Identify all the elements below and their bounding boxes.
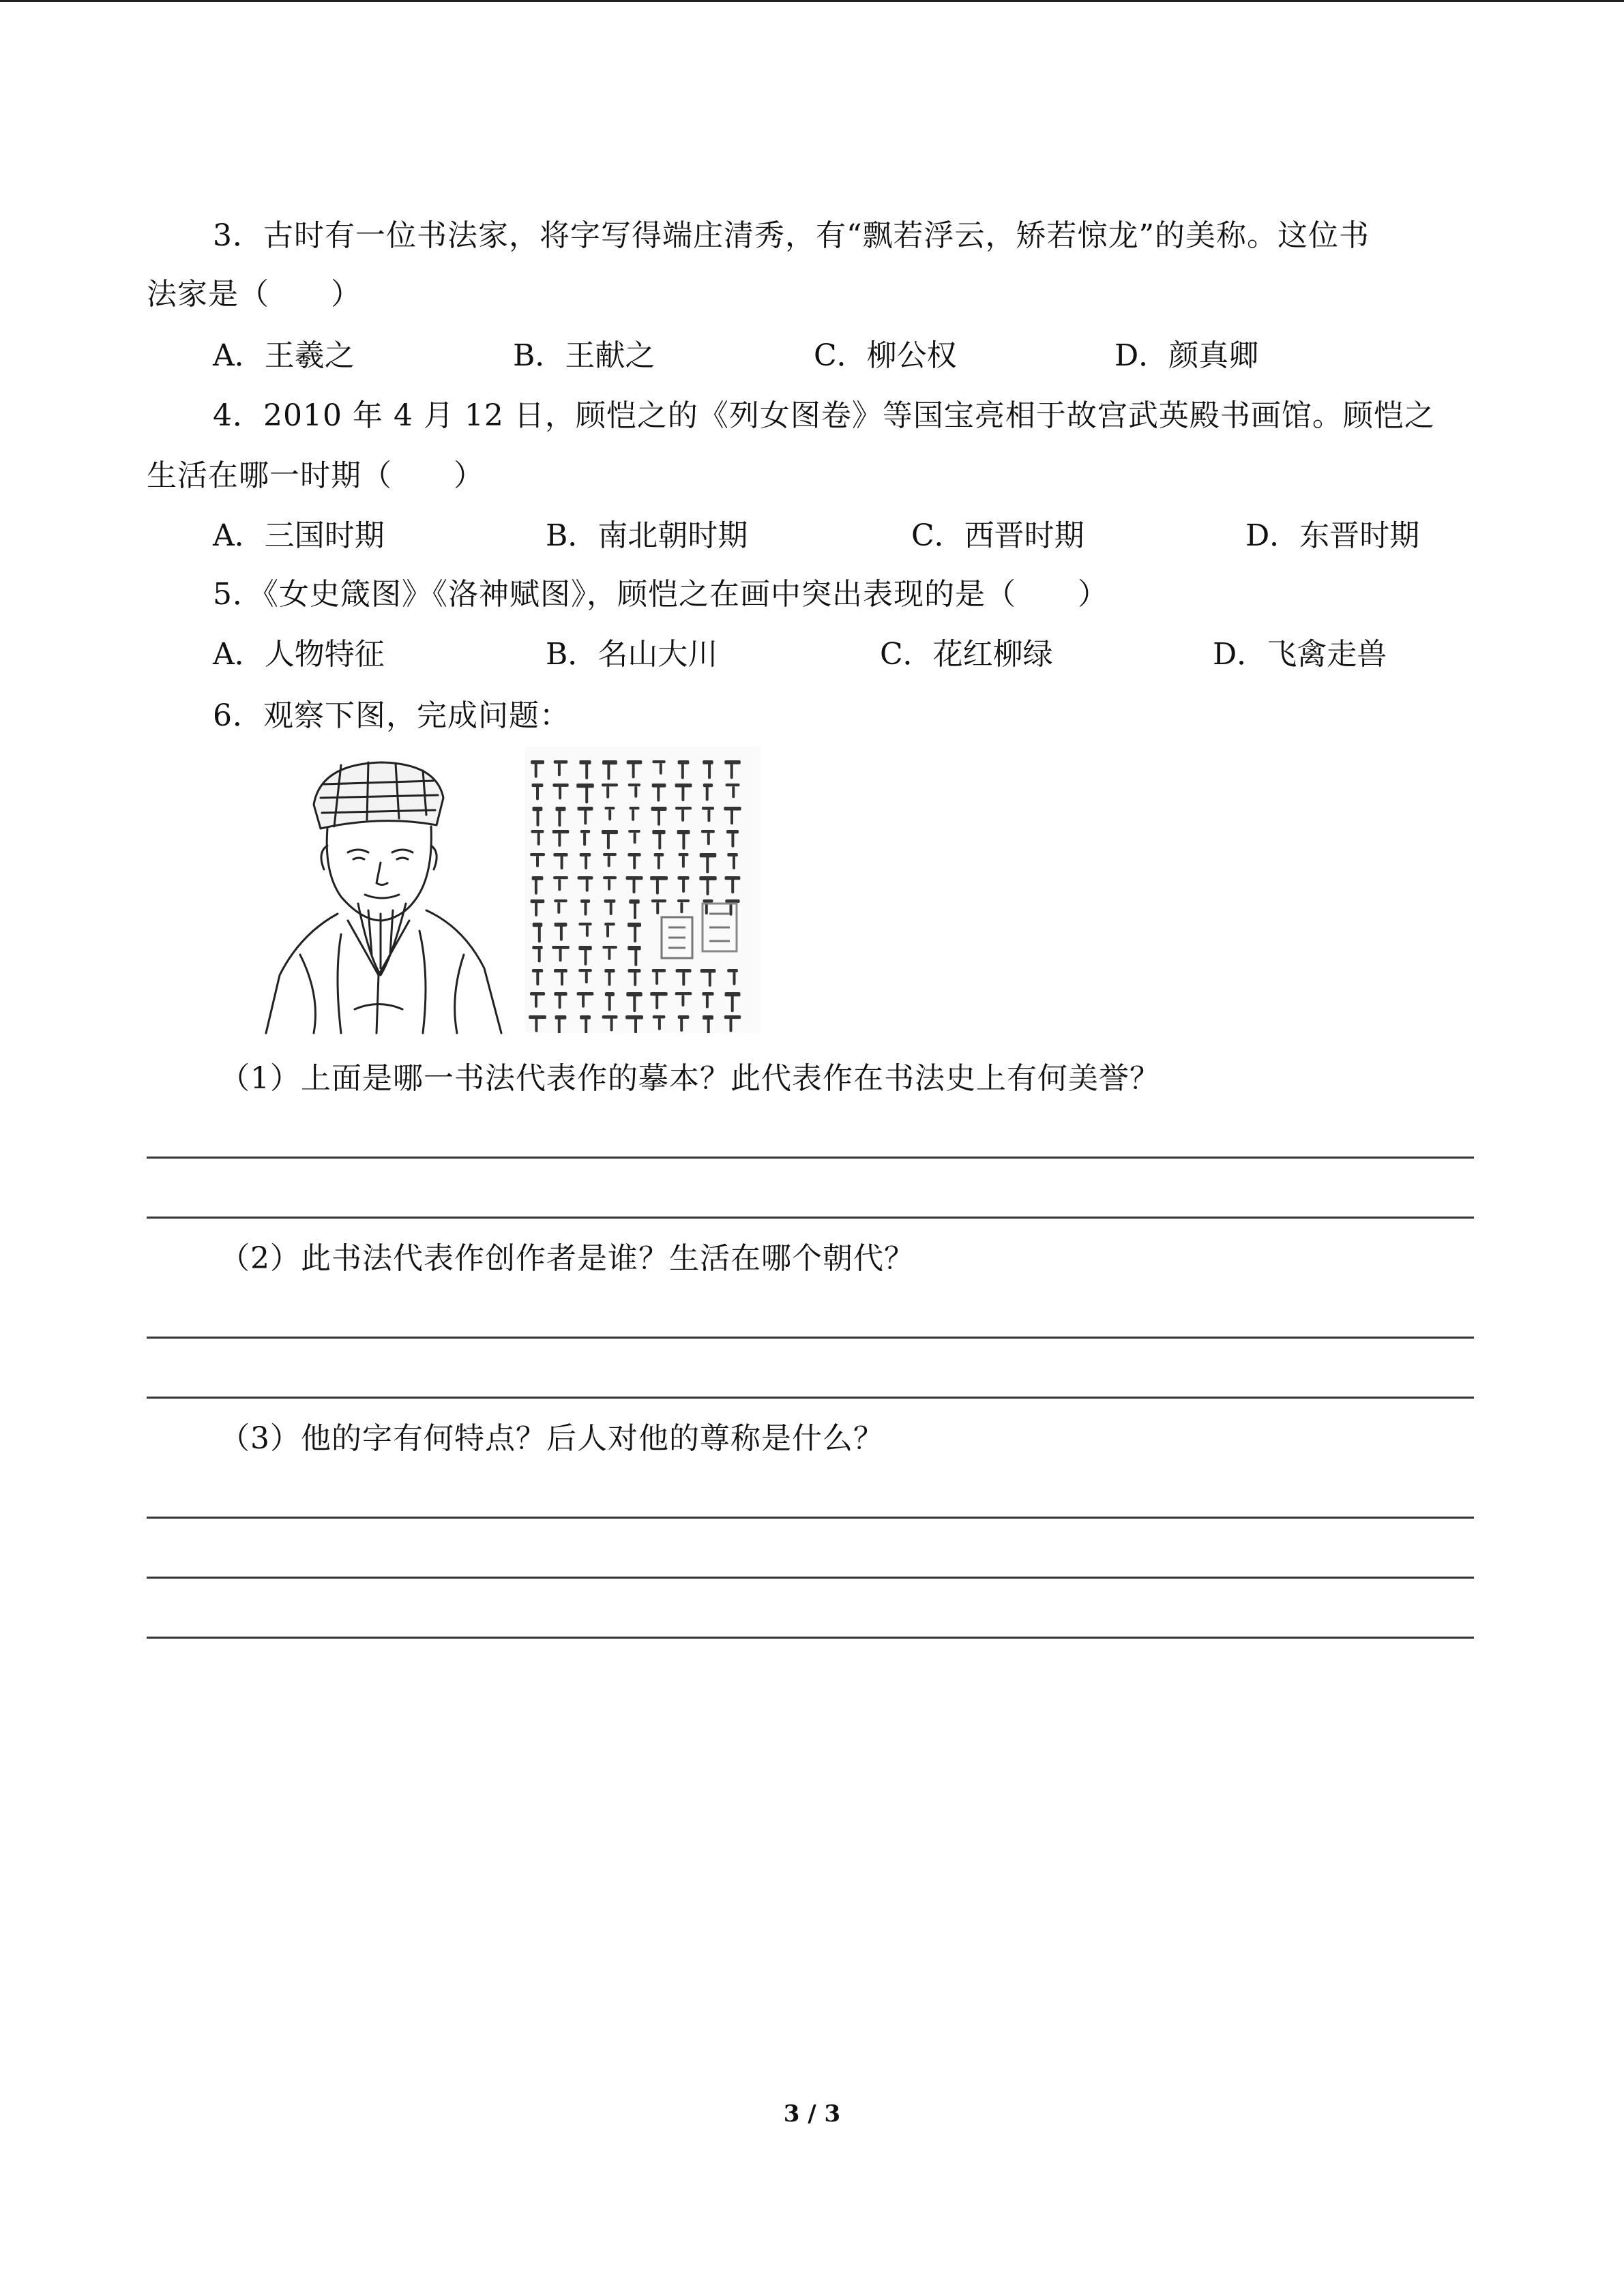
calligraphy-stroke: [535, 995, 537, 1008]
calligraphy-stroke: [634, 972, 636, 986]
calligraphy-stroke: [559, 949, 562, 961]
calligraphy-stroke: [725, 899, 739, 903]
answer-line: [147, 1397, 1474, 1399]
calligraphy-stroke: [658, 809, 660, 826]
calligraphy-stroke: [606, 786, 609, 799]
calligraphy-stroke: [707, 879, 709, 895]
calligraphy-stroke: [583, 833, 586, 846]
calligraphy-stroke: [650, 992, 668, 996]
calligraphy-stroke: [679, 853, 689, 856]
calligraphy-stroke: [700, 969, 716, 973]
calligraphy-stroke: [603, 853, 617, 856]
calligraphy-stroke: [633, 879, 636, 893]
calligraphy-stroke: [630, 807, 640, 809]
calligraphy-stroke: [585, 1018, 587, 1033]
calligraphy-stroke: [555, 1015, 567, 1019]
q5-option-d: D．飞禽走兽: [1213, 637, 1387, 672]
calligraphy-stroke: [607, 833, 610, 849]
q5-option-a: A．人物特征: [213, 637, 385, 672]
calligraphy-stroke: [532, 876, 544, 880]
q3-stem-line2: 法家是（ ）: [147, 277, 361, 312]
calligraphy-stroke: [681, 809, 684, 822]
calligraphy-stroke: [559, 995, 561, 1009]
answer-line: [147, 1337, 1474, 1339]
calligraphy-stroke: [608, 809, 611, 820]
q3-option-c: C．柳公权: [814, 338, 957, 373]
calligraphy-stroke: [634, 1018, 637, 1033]
calligraphy-stroke: [681, 763, 684, 779]
q3-option-a: A．王羲之: [213, 338, 355, 373]
calligraphy-stroke: [682, 856, 685, 868]
calligraphy-stroke: [608, 856, 610, 867]
calligraphy-stroke: [586, 925, 589, 937]
q4-stem-line2: 生活在哪一时期（ ）: [147, 458, 484, 493]
calligraphy-stroke: [632, 809, 634, 821]
calligraphy-stroke: [709, 972, 711, 987]
calligraphy-stroke: [604, 899, 616, 903]
calligraphy-stroke: [531, 899, 545, 903]
calligraphy-stroke: [707, 833, 710, 845]
calligraphy-stroke: [603, 876, 617, 879]
calligraphy-stroke: [703, 899, 713, 903]
calligraphy-stroke: [651, 899, 666, 902]
calligraphy-stroke: [584, 809, 587, 824]
calligraphy-stroke: [561, 856, 563, 869]
calligraphy-stroke: [606, 925, 609, 938]
calligraphy-stroke: [707, 809, 710, 822]
calligraphy-stroke: [536, 972, 539, 985]
calligraphy-stroke: [580, 830, 590, 833]
calligraphy-stroke: [682, 833, 685, 850]
calligraphy-stroke: [533, 923, 543, 927]
calligraphy-stroke: [634, 949, 637, 966]
calligraphy-stroke: [633, 856, 636, 869]
answer-line: [147, 1637, 1474, 1639]
calligraphy-stroke: [733, 856, 735, 869]
calligraphy-stroke: [653, 1015, 666, 1019]
calligraphy-stroke: [585, 972, 588, 983]
calligraphy-stroke: [701, 830, 715, 833]
calligraphy-stroke: [702, 807, 714, 810]
calligraphy-stroke: [633, 995, 636, 1012]
q4-stem-line1: 4．2010 年 4 月 12 日，顾恺之的《列女图卷》等国宝亮相于故宫武英殿书画馆。顾恺之: [213, 398, 1435, 433]
calligraphy-stroke: [538, 925, 541, 942]
calligraphy-stroke: [535, 879, 537, 895]
calligraphy-stroke: [530, 992, 545, 996]
calligraphy-stroke: [657, 786, 660, 802]
calligraphy-stroke: [727, 853, 738, 856]
calligraphy-stroke: [708, 763, 711, 779]
q3-stem-line1: 3．古时有一位书法家，将字写得端庄清秀，有“飘若浮云，矫若惊龙”的美称。这位书: [213, 218, 1370, 253]
calligraphy-stroke: [535, 763, 537, 778]
q5-option-c: C．花红柳绿: [880, 637, 1053, 672]
calligraphy-stroke: [552, 784, 568, 787]
calligraphy-stroke: [731, 833, 734, 848]
q6-subquestion-1: （1）上面是哪一书法代表作的摹本？此代表作在书法史上有何美誉？: [220, 1061, 1160, 1096]
calligraphy-stroke: [634, 902, 636, 919]
calligraphy-stroke: [675, 807, 692, 809]
calligraphy-stroke: [730, 763, 733, 779]
calligraphy-stroke: [731, 879, 734, 893]
calligraphy-stroke: [531, 760, 544, 764]
calligraphy-stroke: [658, 856, 660, 869]
calligraphy-stroke: [706, 856, 709, 874]
q4-option-c: C．西晋时期: [911, 518, 1084, 553]
calligraphy-stroke: [733, 972, 736, 985]
calligraphy-stroke: [610, 1018, 613, 1031]
calligraphy-stroke: [535, 902, 537, 916]
q4-option-b: B．南北朝时期: [546, 518, 748, 553]
calligraphy-stroke: [628, 830, 640, 833]
answer-line: [147, 1157, 1474, 1159]
calligraphy-stroke: [605, 807, 615, 809]
calligraphy-stroke: [726, 784, 740, 786]
calligraphy-stroke: [678, 1015, 690, 1019]
calligraphy-stroke: [554, 899, 567, 902]
lantingxu-calligraphy-image: [525, 747, 761, 1033]
q6-subquestion-2: （2）此书法代表作创作者是谁？生活在哪个朝代？: [220, 1241, 915, 1276]
calligraphy-stroke: [650, 876, 668, 880]
calligraphy-stroke: [680, 1018, 683, 1032]
calligraphy-stroke: [702, 992, 713, 996]
calligraphy-stroke: [585, 949, 587, 966]
page-top-border: [0, 0, 1624, 2]
calligraphy-stroke: [530, 853, 545, 856]
calligraphy-stroke: [724, 1015, 741, 1019]
calligraphy-stroke: [586, 879, 589, 892]
q4-option-a: A．三国时期: [213, 518, 385, 553]
calligraphy-stroke: [578, 923, 591, 925]
calligraphy-stroke: [531, 830, 544, 833]
calligraphy-stroke: [560, 925, 563, 941]
calligraphy-stroke: [652, 969, 666, 972]
calligraphy-stroke: [658, 1018, 661, 1030]
calligraphy-stroke: [706, 786, 709, 801]
calligraphy-stroke: [655, 995, 658, 1009]
calligraphy-stroke: [585, 763, 588, 779]
page-number: 3 / 3: [783, 2100, 841, 2128]
calligraphy-stroke: [602, 1015, 618, 1019]
answer-line: [147, 1217, 1474, 1219]
calligraphy-stroke: [558, 1018, 561, 1033]
calligraphy-stroke: [634, 833, 636, 844]
calligraphy-stroke: [552, 830, 570, 833]
calligraphy-stroke: [558, 833, 561, 847]
q5-option-b: B．名山大川: [546, 637, 718, 672]
calligraphy-stroke: [677, 899, 690, 902]
calligraphy-stroke: [576, 784, 594, 788]
calligraphy-stroke: [632, 763, 635, 778]
calligraphy-stroke: [682, 972, 685, 986]
q4-option-d: D．东晋时期: [1245, 518, 1420, 553]
calligraphy-stroke: [681, 786, 684, 801]
calligraphy-stroke: [634, 786, 637, 798]
calligraphy-stroke: [727, 969, 738, 972]
calligraphy-stroke: [610, 902, 612, 915]
calligraphy-stroke: [580, 853, 591, 856]
calligraphy-stroke: [628, 784, 640, 786]
calligraphy-stroke: [561, 972, 563, 985]
calligraphy-stroke: [553, 853, 567, 856]
calligraphy-stroke: [730, 809, 733, 824]
calligraphy-stroke: [608, 879, 610, 891]
calligraphy-stroke: [625, 1015, 643, 1019]
calligraphy-stroke: [681, 995, 684, 1007]
calligraphy-stroke: [579, 760, 591, 764]
calligraphy-stroke: [554, 992, 567, 996]
calligraphy-stroke: [732, 786, 735, 798]
calligraphy-stroke: [536, 786, 539, 800]
calligraphy-stroke: [604, 923, 615, 925]
calligraphy-stroke: [536, 856, 539, 867]
calligraphy-stroke: [652, 760, 665, 763]
q6-subquestion-3: （3）他的字有何特点？后人对他的尊称是什么？: [220, 1421, 884, 1456]
calligraphy-stroke: [602, 830, 618, 834]
calligraphy-stroke: [706, 995, 709, 1009]
calligraphy-stroke: [608, 949, 610, 960]
calligraphy-stroke: [608, 995, 611, 1011]
calligraphy-stroke: [731, 995, 734, 1012]
calligraphy-stroke: [602, 946, 617, 949]
q3-option-b: B．王献之: [513, 338, 655, 373]
calligraphy-stroke: [535, 1018, 537, 1032]
answer-line: [147, 1517, 1474, 1519]
calligraphy-stroke: [537, 809, 540, 826]
calligraphy-stroke: [608, 972, 611, 986]
calligraphy-stroke: [703, 760, 713, 764]
calligraphy-stroke: [628, 946, 641, 950]
calligraphy-stroke: [675, 992, 692, 995]
calligraphy-stroke: [554, 760, 568, 764]
calligraphy-stroke: [558, 763, 561, 776]
calligraphy-stroke: [655, 972, 658, 985]
calligraphy-stroke: [656, 879, 659, 895]
calligraphy-stroke: [682, 879, 685, 893]
calligraphy-stroke: [582, 995, 585, 1008]
calligraphy-stroke: [585, 856, 587, 869]
calligraphy-stroke: [585, 902, 587, 916]
calligraphy-stroke: [585, 786, 588, 803]
calligraphy-stroke: [634, 925, 636, 942]
calligraphy-stroke: [660, 763, 662, 775]
calligraphy-stroke: [532, 946, 542, 949]
calligraphy-stroke: [558, 809, 561, 826]
calligraphy-stroke: [680, 902, 683, 913]
q5-stem: 5．《女史箴图》《洛神赋图》，顾恺之在画中突出表现的是（ ）: [213, 577, 1108, 612]
q6-stem: 6．观察下图，完成问题：: [213, 698, 570, 733]
calligraphy-stroke: [577, 992, 594, 996]
calligraphy-stroke: [538, 949, 541, 962]
calligraphy-stroke: [656, 902, 659, 914]
calligraphy-stroke: [529, 1015, 546, 1019]
calligraphy-stroke: [602, 784, 618, 786]
calligraphy-stroke: [578, 969, 592, 972]
calligraphy-stroke: [559, 786, 561, 800]
calligraphy-stroke: [707, 1018, 710, 1033]
wang-xizhi-portrait-image: [259, 750, 512, 1037]
answer-line: [147, 1577, 1474, 1579]
calligraphy-stroke: [730, 1018, 733, 1032]
calligraphy-stroke: [658, 833, 661, 850]
calligraphy-stroke: [578, 876, 593, 880]
calligraphy-stroke: [553, 876, 568, 879]
q3-option-d: D．颜真卿: [1114, 338, 1259, 373]
calligraphy-stroke: [607, 763, 610, 780]
calligraphy-stroke: [558, 879, 561, 891]
calligraphy-stroke: [537, 833, 540, 846]
calligraphy-stroke: [557, 902, 560, 914]
calligraphy-stroke: [554, 969, 567, 972]
